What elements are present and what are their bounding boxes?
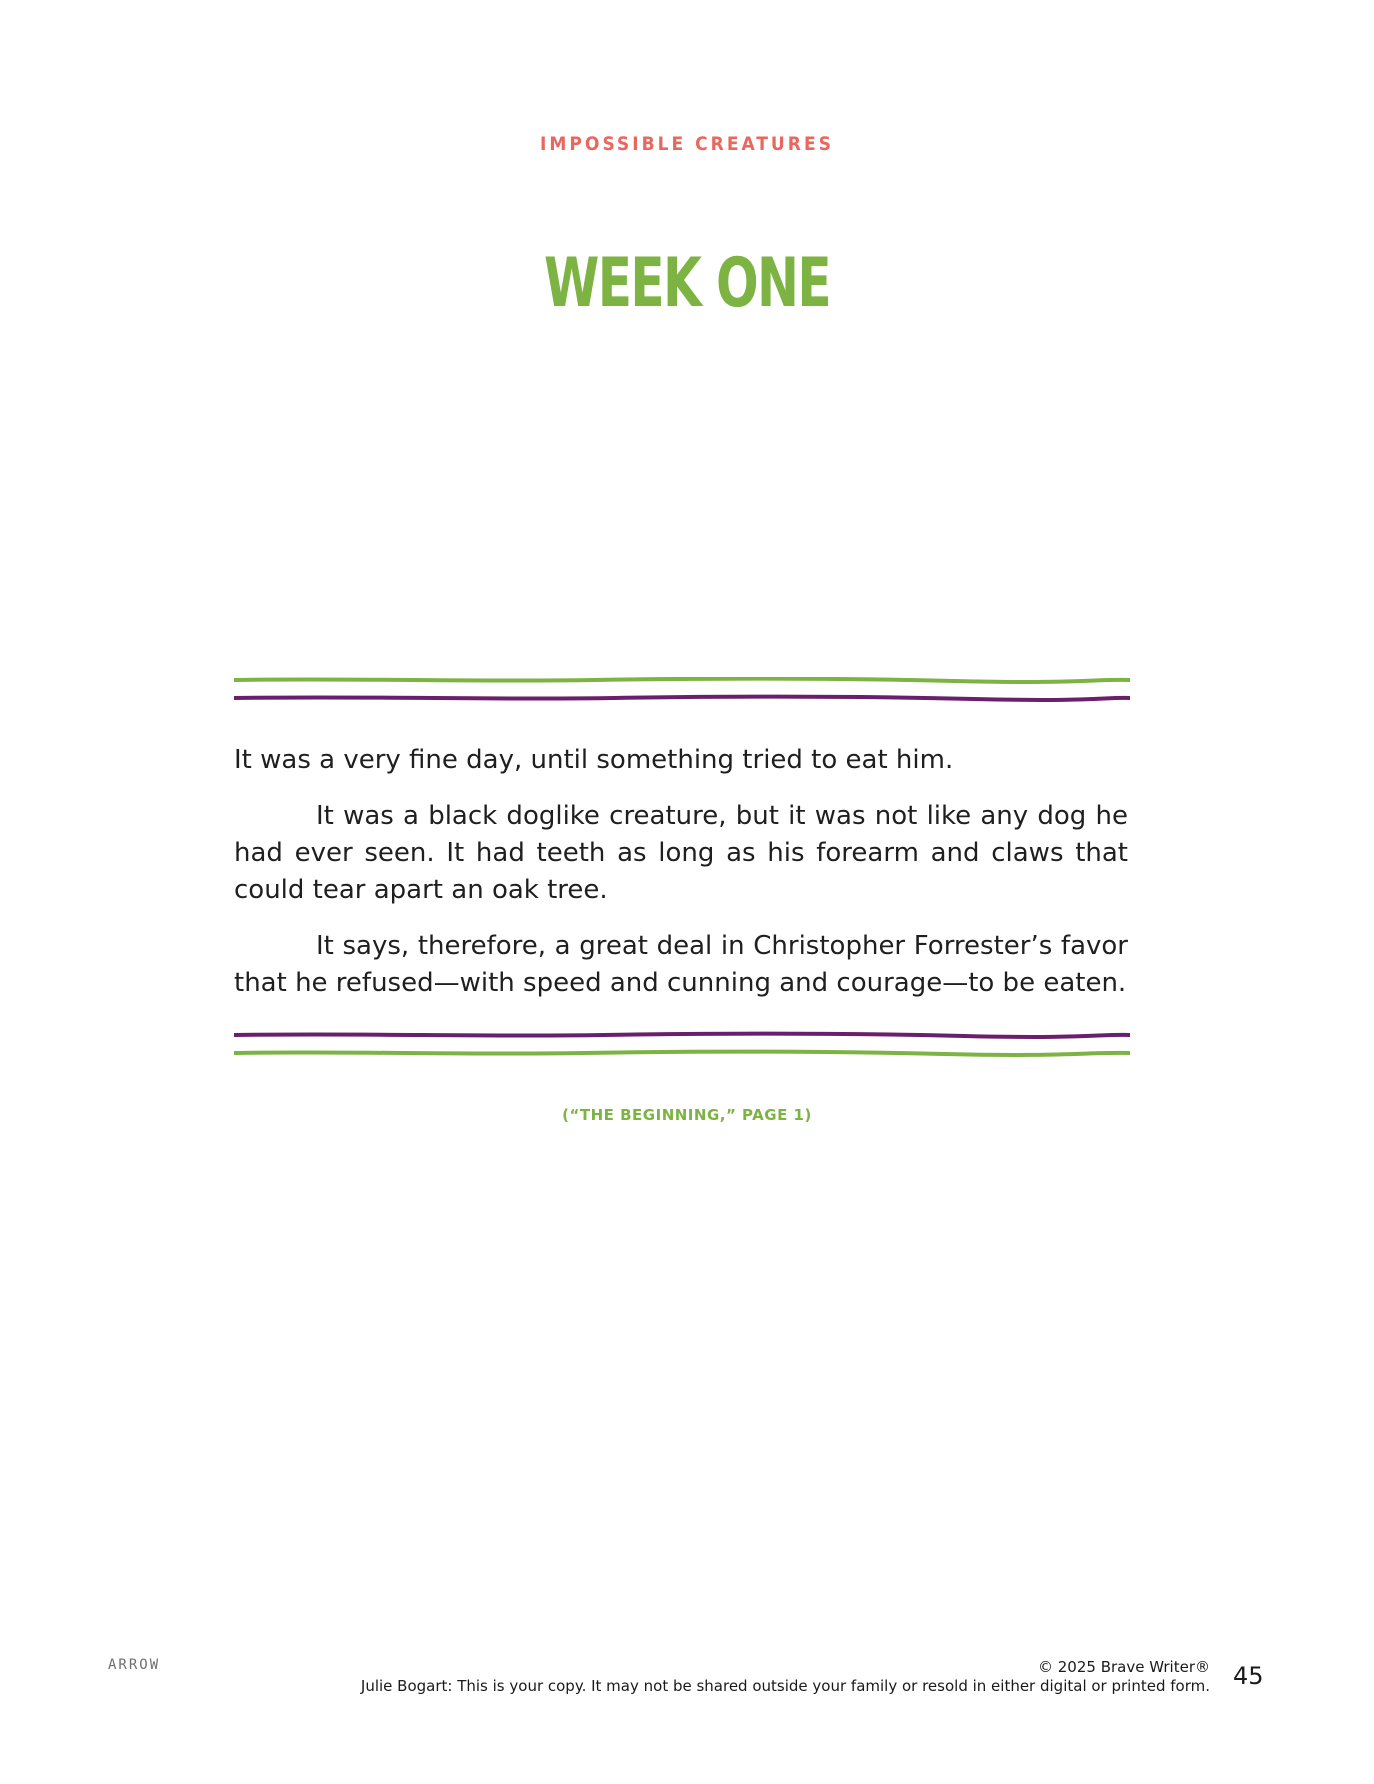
page-title: WEEK ONE — [543, 244, 831, 323]
purple-rule-line — [234, 697, 1130, 700]
footer-legal — [361, 1658, 1210, 1696]
excerpt-citation: (“THE BEGINNING,” PAGE 1) — [562, 1106, 812, 1124]
excerpt-passage — [234, 742, 1128, 1021]
top-double-rule — [234, 677, 1130, 717]
page-number: 45 — [1233, 1662, 1264, 1690]
excerpt-paragraph-3: It says, therefore, a great deal in Christopher Forrester’s favor that he refused—with speed and cunning and courage—to be eaten. — [234, 931, 1128, 998]
bottom-double-rule — [234, 1031, 1130, 1071]
footer-notice: Julie Bogart: This is your copy. It may not be shared outside your family or resold in either digital or printed form. — [360, 1677, 1210, 1695]
green-rule-line — [234, 1052, 1130, 1055]
footer-brand-logo: ARROW — [108, 1657, 161, 1673]
series-eyebrow: IMPOSSIBLE CREATURES — [540, 133, 834, 155]
footer-copyright: © 2025 Brave Writer® — [1037, 1658, 1210, 1676]
green-rule-line — [234, 679, 1130, 682]
purple-rule-line — [234, 1034, 1130, 1037]
excerpt-paragraph-1: It was a very fine day, until something tried to eat him. — [234, 745, 954, 775]
excerpt-paragraph-2: It was a black doglike creature, but it was not like any dog he had ever seen. It had teeth as long as his forearm and claws that could tear apart an oak tree. — [234, 801, 1128, 905]
